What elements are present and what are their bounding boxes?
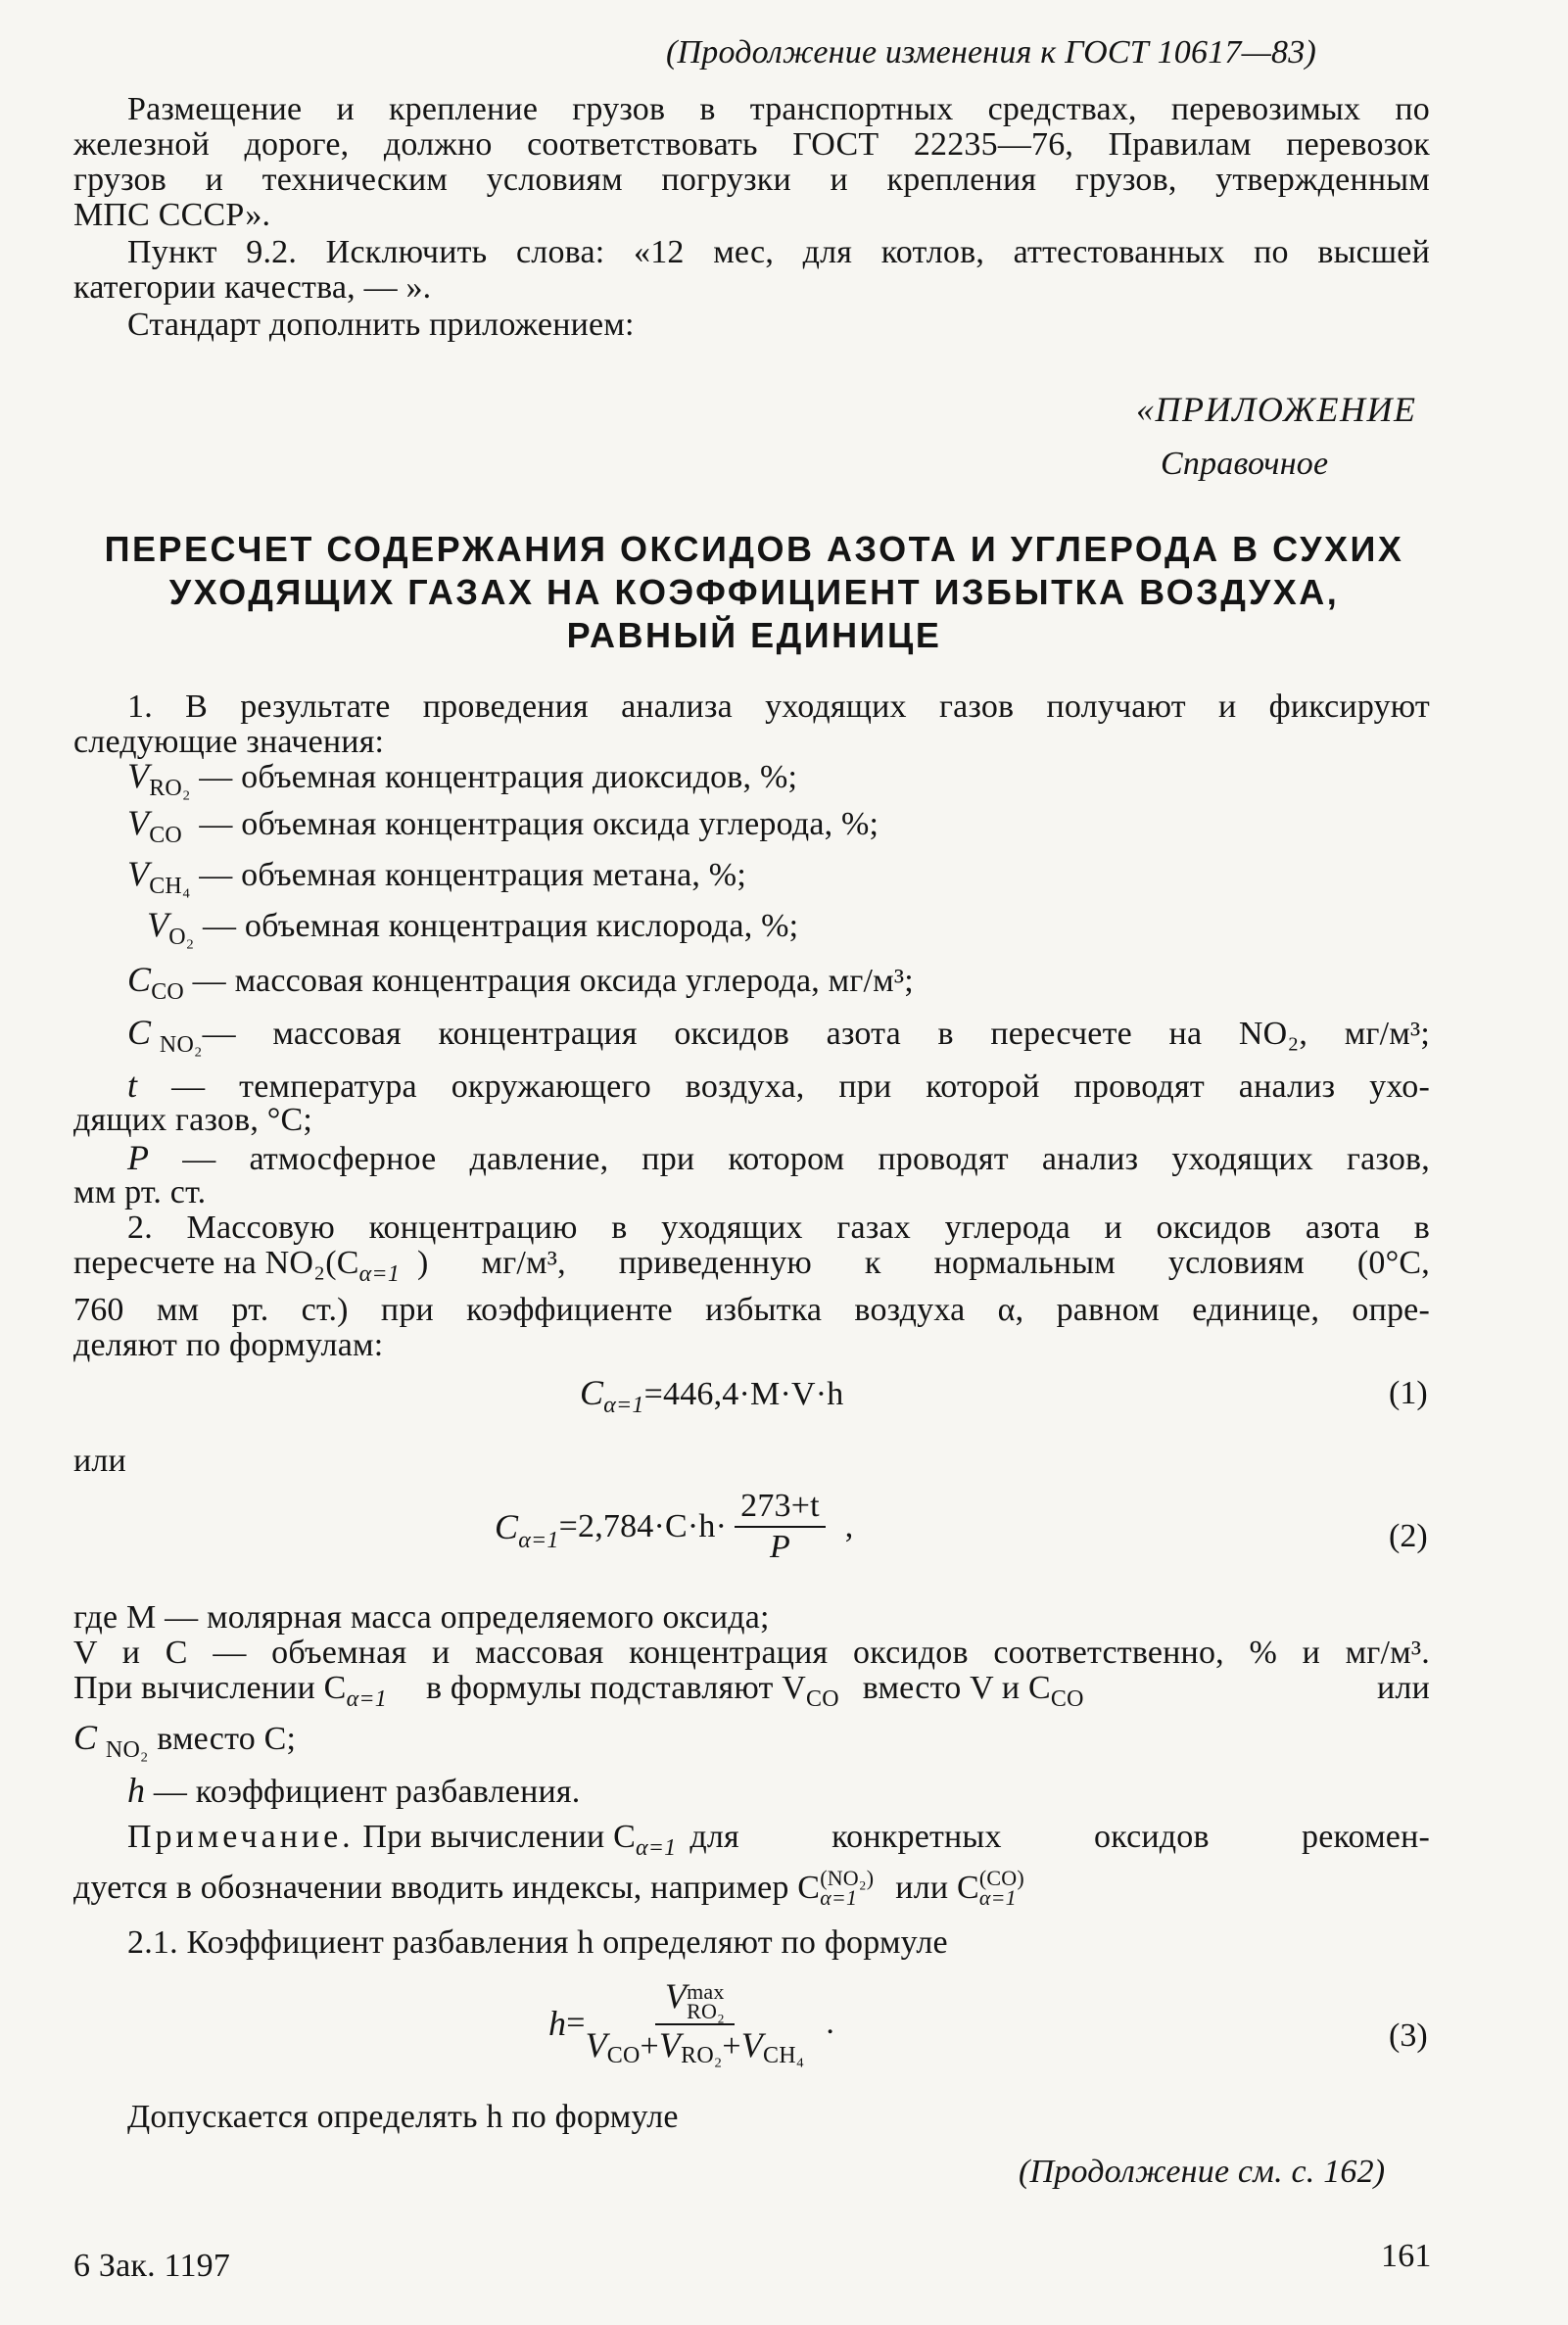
note-text: При вычислении C (362, 1819, 636, 1855)
equation-1: C α=1 =446,4·M·V·h (580, 1373, 844, 1418)
section2-text: пересчете на NO₂(C (73, 1245, 359, 1281)
subscript: CO (151, 979, 184, 1005)
order-number: 6 Зак. 1197 (73, 2248, 231, 2284)
subscript: RO₂ (149, 776, 191, 801)
amendment-line: Пункт 9.2. Исключить слова: «12 мес, для котлов, аттестованных по высшей (127, 234, 1430, 270)
subscript: O₂ (168, 925, 195, 950)
definition-p: P — атмосферное давление, при котором проводят анализ уходящих газов, (127, 1138, 1430, 1177)
symbol: V (127, 803, 150, 842)
definition-text: — объемная концентрация кислорода, %; (203, 908, 799, 944)
or-word: или (73, 1443, 126, 1479)
definition-text: — коэффициент разбавления. (153, 1774, 581, 1810)
substitution-text: или (1377, 1670, 1430, 1706)
intro-para-line: грузов и техническим условиям погрузки и крепления грузов, утвержденным (73, 162, 1430, 198)
section2-line: пересчете на NO₂(C α=1 ) мг/м³, приведенную к нормальным условиям (0°С, (73, 1245, 1430, 1287)
symbol: V (127, 756, 150, 795)
definition-text: — температура окружающего воздуха, при которой проводят анализ ухо- (171, 1068, 1430, 1105)
definition-text: — атмосферное давление, при котором проводят анализ уходящих газов, (182, 1141, 1430, 1177)
section1-intro: 1. В результате проведения анализа уходящих газов получают и фиксируют (127, 688, 1430, 725)
definition-v-ro2 (127, 756, 798, 801)
definition-c-no2 (127, 1013, 1430, 1058)
equation-2-mid: =2,784·C·h· (558, 1508, 728, 1544)
note-text: дуется в обозначении вводить индексы, например C (73, 1870, 821, 1906)
definition-t: t — температура окружающего воздуха, при которой проводят анализ ухо- (127, 1066, 1430, 1105)
equation-2: C α=1 =2,784·C·h· $\frac{273+t}{P}$ , (495, 1488, 854, 1565)
note-label: Примечание. (127, 1819, 355, 1855)
intro-para-line: железной дороге, должно соответствовать ГОСТ 22235—76, Правилам перевозок (73, 126, 1430, 163)
substitution-text: в формулы подставляют V (425, 1670, 807, 1706)
section2-text: ) мг/м³, приведенную к нормальным условиям (0°С, (417, 1245, 1430, 1281)
document-title-line: УХОДЯЩИХ ГАЗАХ НА КОЭФФИЦИЕНТ ИЗБЫТКА ВОЗДУХА, (168, 572, 1340, 612)
equation-1-rhs: =446,4·M·V·h (643, 1376, 844, 1412)
substitution-text: вместо C; (157, 1721, 297, 1757)
symbol: V (127, 854, 150, 893)
definition-text: — объемная концентрация оксида углерода, %; (199, 806, 879, 842)
equation-2-numerator: 273+t (735, 1489, 826, 1528)
continuation-footer: (Продолжение см. с. 162) (1019, 2154, 1386, 2190)
symbol: C (127, 960, 152, 999)
amendment-line: категории качества, — ». (73, 269, 432, 306)
substitution-text: вместо V и C (862, 1670, 1051, 1706)
intro-para-line: МПС СССР». (73, 197, 271, 233)
equation-3-number: (3) (1389, 2017, 1428, 2054)
equation-2-number: (2) (1389, 1518, 1428, 1554)
section1-intro: следующие значения: (73, 724, 385, 760)
note-line: Примечание. При вычислении C α=1 для конкретных оксидов рекомен- (127, 1819, 1430, 1861)
substitution-text: При вычислении C (73, 1670, 347, 1706)
definition-text: — массовая концентрация оксидов азота в пересчете на NO₂, мг/м³; (202, 1016, 1430, 1052)
where-line: V и C — объемная и массовая концентрация оксидов соответственно, % и мг/м³. (73, 1635, 1430, 1671)
subscript: NO₂ (159, 1032, 203, 1058)
definition-v-o2 (147, 905, 799, 950)
substitution-line: C NO₂ вместо C; (73, 1718, 297, 1763)
equation-1-number: (1) (1389, 1375, 1428, 1411)
note-line: дуется в обозначении вводить индексы, например C (NO₂) α=1 или C (CO) α=1 (73, 1866, 1024, 1910)
note-text: или C (895, 1870, 979, 1906)
section2-line: 2. Массовую концентрацию в уходящих газах углерода и оксидов азота в (127, 1210, 1430, 1246)
definition-text: — объемная концентрация метана, %; (199, 857, 746, 893)
section2-line: 760 мм рт. ст.) при коэффициенте избытка воздуха α, равном единице, опре- (73, 1292, 1430, 1328)
subscript: CH₄ (149, 874, 191, 899)
intro-para-line: Размещение и крепление грузов в транспортных средствах, перевозимых по (127, 91, 1430, 127)
document-title-line: РАВНЫЙ ЕДИНИЦЕ (566, 615, 942, 655)
definition-t-cont: дящих газов, °С; (73, 1102, 313, 1138)
substitution-line: При вычислении C α=1 в формулы подставляют V CO вместо V и C CO или (73, 1670, 1430, 1712)
amendment-line: Стандарт дополнить приложением: (127, 307, 635, 343)
dilution-def: h — коэффициент разбавления. (127, 1771, 581, 1810)
equation-3: h = V max RO₂ VCO+VRO₂+VCH₄ . (548, 1976, 835, 2069)
definition-c-co (127, 960, 914, 1005)
symbol: C (127, 1013, 152, 1052)
definition-text: — массовая концентрация оксида углерода, мг/м³; (192, 963, 914, 999)
section2-line: деляют по формулам: (73, 1327, 384, 1363)
section21-text: 2.1. Коэффициент разбавления h определяют по формуле (127, 1924, 948, 1961)
subscript: CO (149, 823, 182, 848)
where-line: где M — молярная масса определяемого оксида; (73, 1599, 770, 1636)
appendix-type: Справочное (1161, 446, 1329, 482)
document-title-line: ПЕРЕСЧЕТ СОДЕРЖАНИЯ ОКСИДОВ АЗОТА И УГЛЕРОДА В СУХИХ (104, 529, 1404, 569)
continuation-header: (Продолжение изменения к ГОСТ 10617—83) (666, 34, 1316, 71)
appendix-label: «ПРИЛОЖЕНИЕ (1136, 390, 1417, 429)
definition-v-co (127, 803, 879, 848)
definition-v-ch4 (127, 854, 746, 899)
allowed-text: Допускается определять h по формуле (127, 2099, 679, 2135)
definition-text: — объемная концентрация диоксидов, %; (199, 759, 798, 795)
definition-p-cont: мм рт. ст. (73, 1174, 207, 1210)
note-text: для конкретных оксидов рекомен- (689, 1819, 1430, 1855)
symbol: V (147, 905, 169, 944)
equation-2-denominator: P (769, 1529, 790, 1565)
page-number: 161 (1381, 2238, 1432, 2274)
